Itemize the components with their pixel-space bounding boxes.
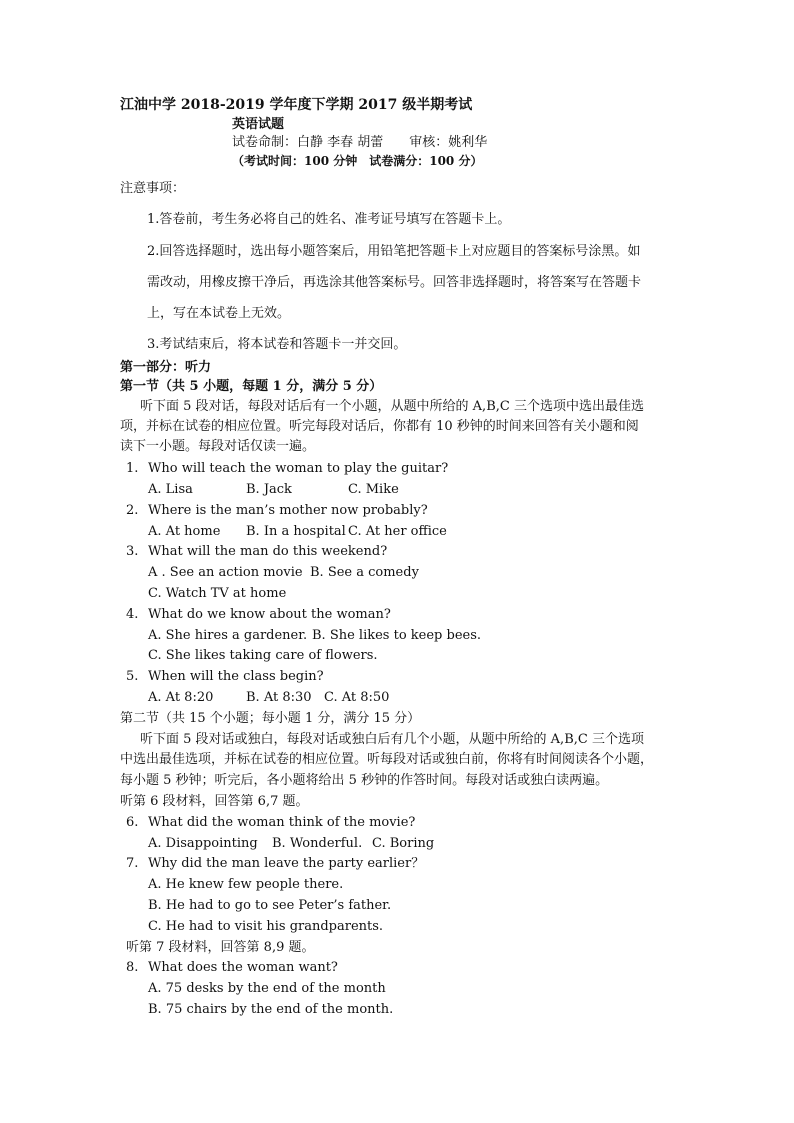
question-8-number: 8.: [126, 960, 139, 975]
question-7-number: 7.: [126, 856, 139, 871]
question-5-number: 5.: [126, 669, 139, 684]
question-3-text: What will the man do this weekend?: [148, 544, 388, 559]
question-2-text: Where is the man’s mother now probably?: [148, 503, 428, 518]
section2-intro-line-2: 中选出最佳选项，并标在试卷的相应位置。听每段对话或独白前，你将有时间阅读各个小题，: [120, 752, 654, 767]
question-3-option-b: B. See a comedy: [310, 565, 419, 580]
question-1-option-b: B. Jack: [246, 482, 292, 497]
section2-heading: 第二节（共 15 个小题；每小题 1 分，满分 15 分）: [120, 711, 421, 726]
question-6-option-c: C. Boring: [372, 836, 435, 851]
question-1-option-c: C. Mike: [348, 482, 399, 497]
section2-intro-line-3: 每小题 5 秒钟；听完后，各小题将给出 5 秒钟的作答时间。每段对话或独白读两遍。: [120, 773, 609, 788]
question-7-option-c: C. He had to visit his grandparents.: [148, 919, 384, 934]
question-7-option-a: A. He knew few people there.: [148, 877, 344, 892]
subject-title: 英语试题: [232, 117, 285, 132]
authors-line: 试卷命制：白静 李春 胡蕾 审核：姚利华: [232, 135, 488, 150]
question-4-option-a: A. She hires a gardener.: [148, 628, 308, 643]
question-2-number: 2.: [126, 503, 139, 518]
question-2-option-b: B. In a hospital: [246, 524, 346, 539]
question-8-option-b: B. 75 chairs by the end of the month.: [148, 1002, 394, 1017]
question-7-text: Why did the man leave the party earlier？: [148, 856, 425, 871]
question-6-number: 6.: [126, 815, 139, 830]
question-4-option-b: B. She likes to keep bees.: [312, 628, 482, 643]
question-2-option-c: C. At her office: [348, 524, 447, 539]
question-3-option-c: C. Watch TV at home: [148, 586, 287, 601]
question-6-option-a: A. Disappointing: [148, 836, 258, 851]
section1-intro-line-3: 读下一小题。每段对话仅读一遍。: [120, 439, 316, 454]
notice-item-3: 3.考试结束后，将本试卷和答题卡一并交回。: [147, 337, 407, 352]
question-5-option-c: C. At 8:50: [324, 690, 390, 705]
question-6-option-b: B. Wonderful.: [272, 836, 363, 851]
part1-heading: 第一部分：听力: [120, 360, 212, 375]
section2-intro-line-1: 听下面 5 段对话或独白，每段对话或独白后有几个小题，从题中所给的 A,B,C 三个选项: [140, 732, 644, 747]
notice-item-2-line-2: 需改动，用橡皮擦干净后，再选涂其他答案标号。回答非选择题时，将答案写在答题卡: [147, 275, 642, 290]
question-3-option-a: A . See an action movie: [148, 565, 303, 580]
section1-heading: 第一节（共 5 小题，每题 1 分，满分 5 分）: [120, 379, 383, 394]
material-6-instruction: 听第 6 段材料，回答第 6,7 题。: [120, 794, 309, 809]
question-1-number: 1.: [126, 461, 139, 476]
question-5-option-b: B. At 8:30: [246, 690, 312, 705]
exam-title: 江油中学 2018-2019 学年度下学期 2017 级半期考试: [120, 97, 473, 113]
question-3-number: 3.: [126, 544, 139, 559]
question-8-text: What does the woman want?: [148, 960, 338, 975]
notice-item-2-line-3: 上，写在本试卷上无效。: [147, 306, 291, 321]
question-4-number: 4.: [126, 607, 139, 622]
question-4-text: What do we know about the woman?: [148, 607, 391, 622]
question-5-text: When will the class begin?: [148, 669, 324, 684]
question-7-option-b: B. He had to go to see Peter’s father.: [148, 898, 392, 913]
question-5-option-a: A. At 8:20: [148, 690, 214, 705]
question-2-option-a: A. At home: [148, 524, 221, 539]
exam-time-info: （考试时间：100 分钟 试卷满分：100 分）: [232, 154, 483, 168]
question-1-text: Who will teach the woman to play the guitar?: [148, 461, 449, 476]
material-7-instruction: 听第 7 段材料，回答第 8,9 题。: [126, 940, 315, 955]
notice-item-1: 1.答卷前，考生务必将自己的姓名、准考证号填写在答题卡上。: [147, 212, 511, 227]
notice-item-2-line-1: 2.回答选择题时，选出每小题答案后，用铅笔把答题卡上对应题目的答案标号涂黑。如: [147, 244, 641, 259]
section1-intro-line-1: 听下面 5 段对话，每段对话后有一个小题，从题中所给的 A,B,C 三个选项中选出最佳选: [140, 399, 644, 414]
notice-heading: 注意事项：: [120, 181, 186, 196]
question-4-option-c: C. She likes taking care of flowers.: [148, 648, 378, 663]
section1-intro-line-2: 项，并标在试卷的相应位置。听完每段对话后，你都有 10 秒钟的时间来回答有关小题和阅: [120, 419, 639, 434]
question-6-text: What did the woman think of the movie?: [148, 815, 416, 830]
question-1-option-a: A. Lisa: [148, 482, 193, 497]
question-8-option-a: A. 75 desks by the end of the month: [148, 981, 386, 996]
